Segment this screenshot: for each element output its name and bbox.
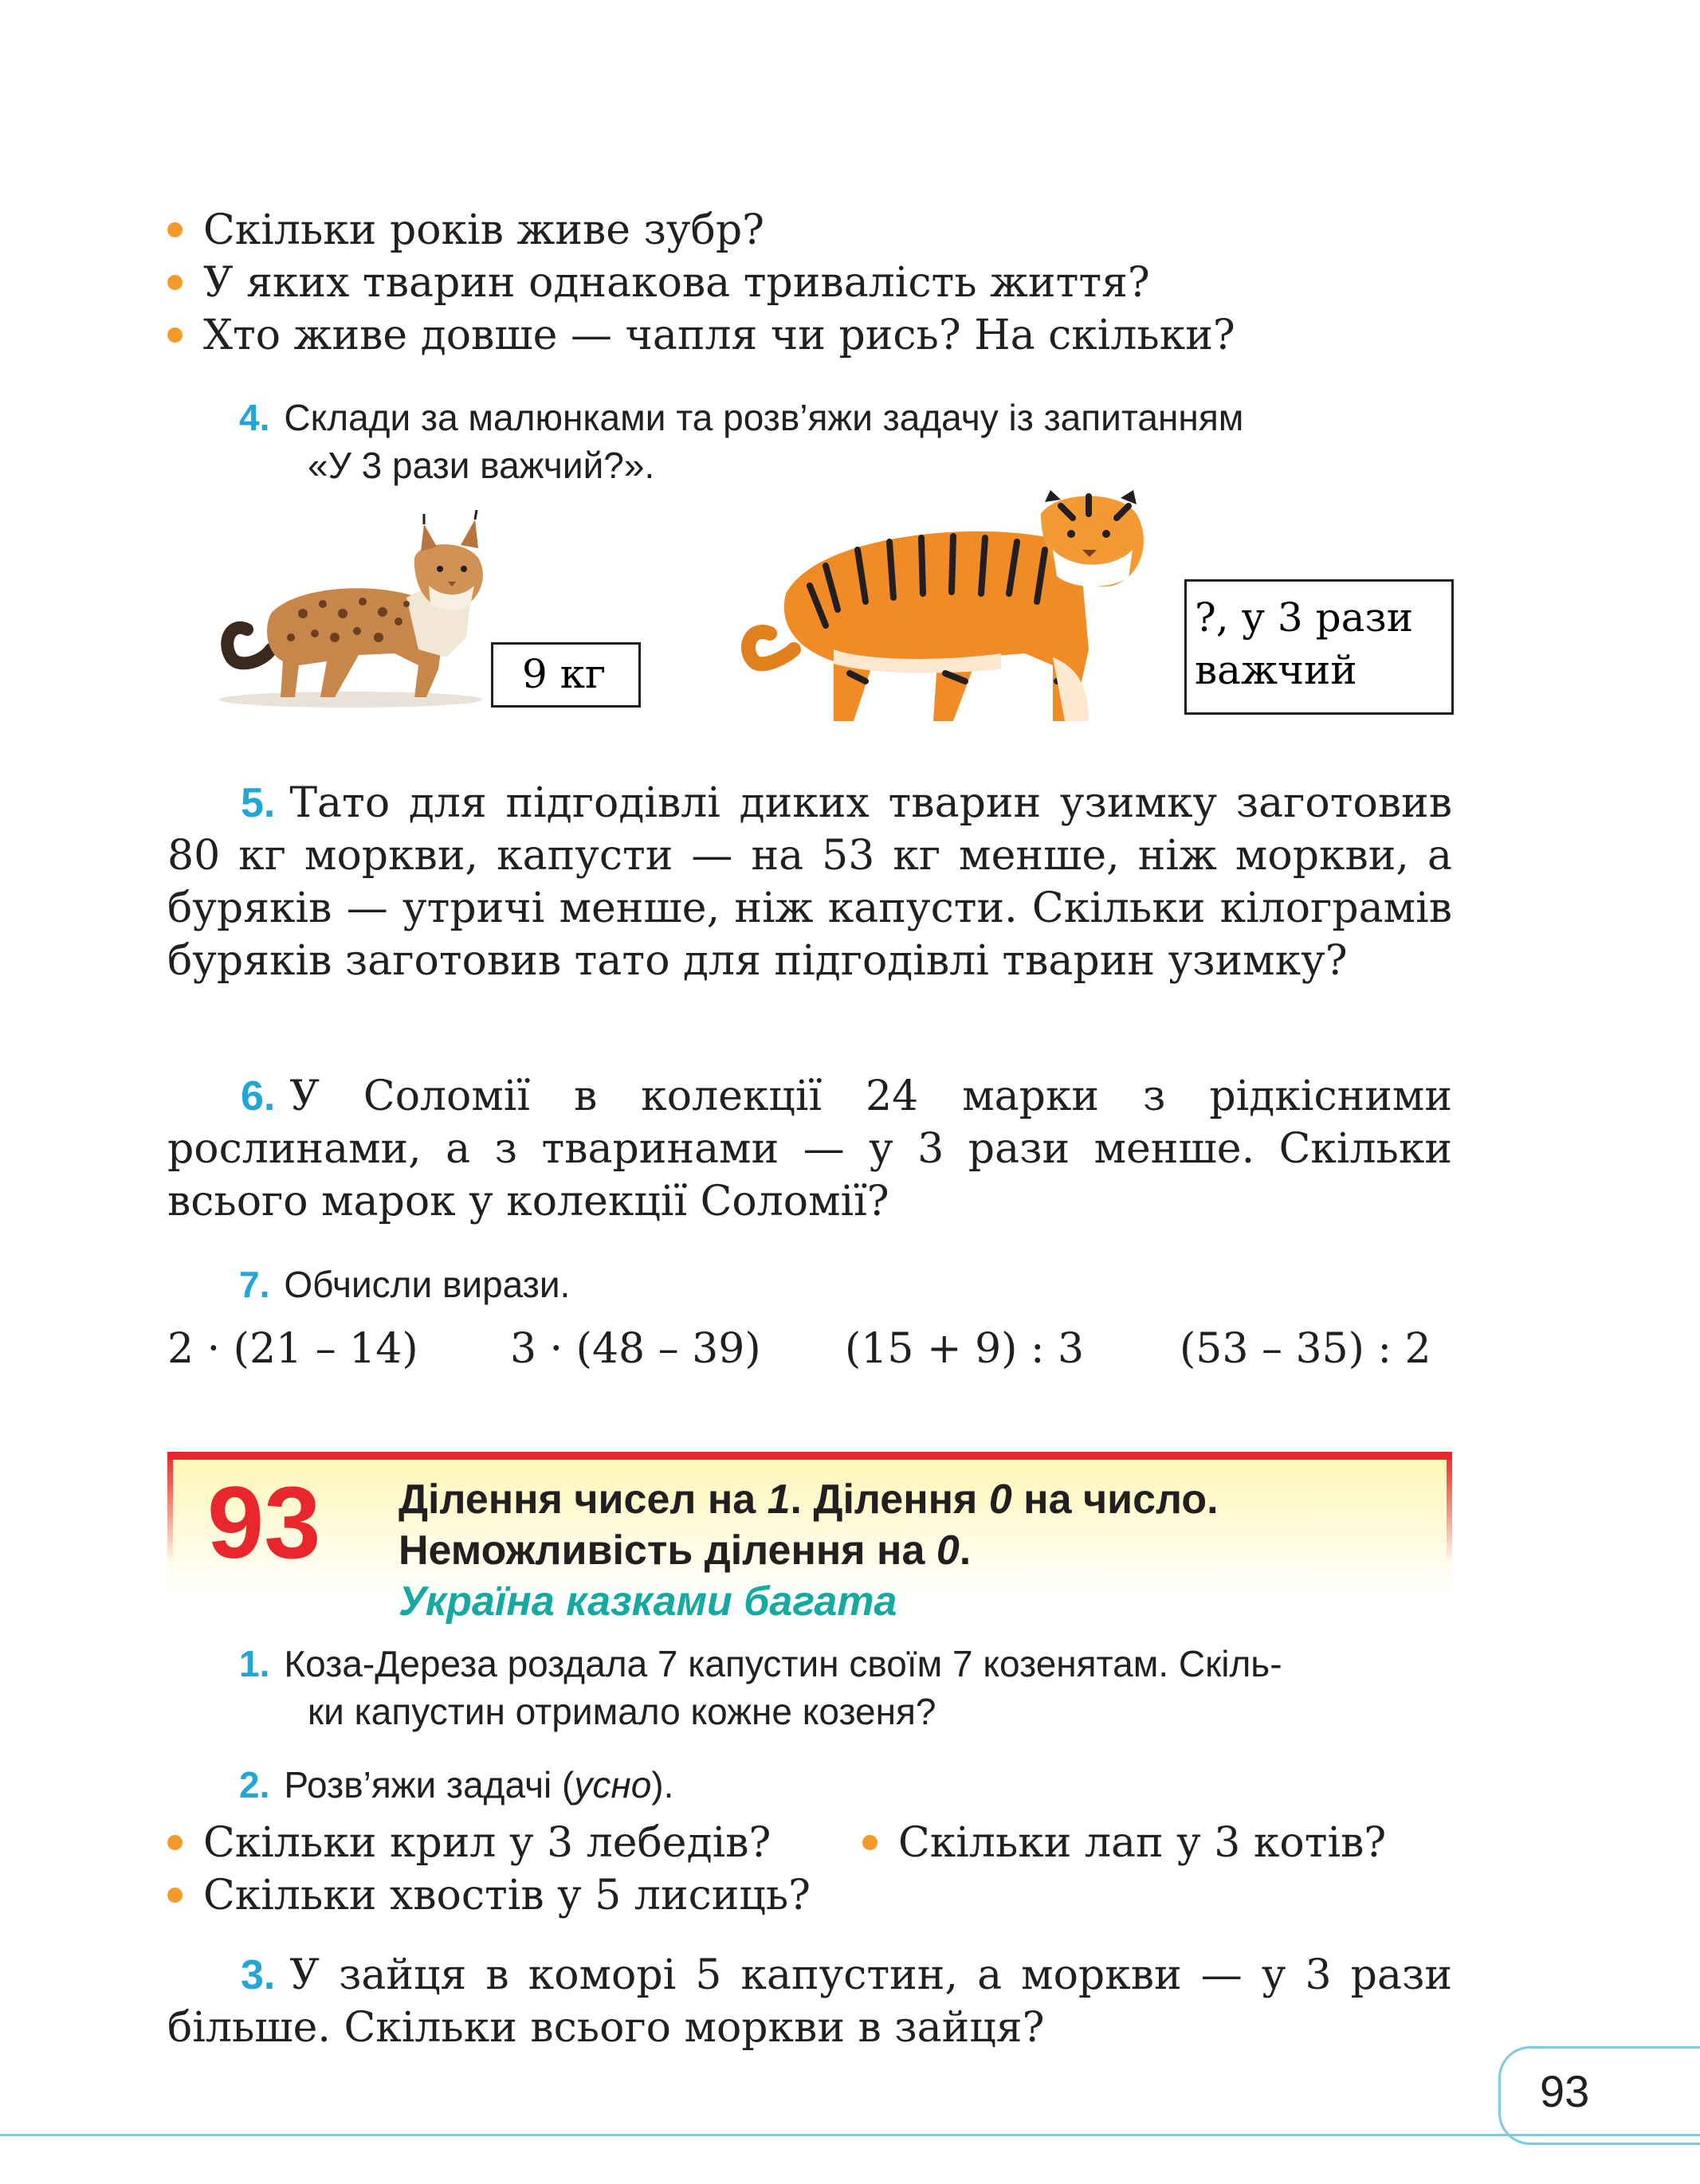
- task-number: 2.: [239, 1764, 270, 1806]
- task-number: 3.: [241, 1952, 276, 1998]
- task-text: Коза-Дереза роздала 7 капустин своїм 7 козенятам. Скіль-: [284, 1643, 1282, 1684]
- question-text: Скільки лап у 3 котів?: [898, 1819, 1387, 1867]
- lesson-title: Ділення чисел на 1. Ділення 0 на число. Неможливість ділення на 0.: [398, 1476, 1219, 1574]
- expression: (15 + 9) : 3: [845, 1325, 1085, 1373]
- task-number: 1.: [239, 1643, 270, 1684]
- lynx-weight-label: 9 кг: [491, 642, 641, 708]
- task-text: ки капустин отримало кожне козеня?: [308, 1691, 936, 1732]
- question-text: Скільки років живе зубр?: [203, 206, 764, 254]
- question-text: У яких тварин однакова тривалість життя?: [203, 259, 1150, 307]
- lynx-illustration: [215, 510, 502, 717]
- expression: 2 · (21 – 14): [167, 1325, 418, 1373]
- expression: (53 – 35) : 2: [1180, 1325, 1431, 1373]
- task-text: Склади за малюнками та розв’яжи задачу із запитанням: [284, 397, 1244, 438]
- lesson-task-3: [167, 1949, 1452, 2054]
- tiger-illustration: [738, 490, 1184, 737]
- task-text: У Соломії в колекції 24 марки з рідкісними рослинами, а з тваринами — у 3 рази менше. Скільки всього марок у колекції Соломії?: [167, 1072, 1452, 1225]
- lesson-subtitle: Україна казками багата: [398, 1578, 897, 1625]
- header-top-bar: [167, 1452, 1452, 1460]
- task-number: 5.: [241, 780, 276, 826]
- page-number-tab: [1498, 2046, 1700, 2145]
- question-text: Скільки хвостів у 5 лисиць?: [203, 1872, 811, 1919]
- header-left-bar: [167, 1452, 173, 1563]
- lesson-task-1: [239, 1640, 1466, 1735]
- bullet-icon: [862, 1835, 877, 1850]
- lesson-number: 93: [207, 1466, 321, 1580]
- task-6: [167, 1070, 1452, 1228]
- task-number: 6.: [241, 1073, 276, 1119]
- bullet-icon: [167, 222, 183, 237]
- task-4: [239, 394, 1466, 489]
- bullet-icon: [167, 1835, 183, 1850]
- tiger-weight-label: ?, у 3 рази важчий: [1184, 579, 1454, 715]
- question-text: Скільки крил у 3 лебедів?: [203, 1819, 771, 1867]
- task-text: «У 3 рази важчий?».: [308, 445, 655, 486]
- question-item: [167, 309, 1235, 362]
- question-item: [167, 204, 764, 257]
- question-item: [167, 257, 1150, 309]
- task-text: Обчисли вирази.: [284, 1264, 571, 1305]
- task-5: [167, 777, 1452, 987]
- header-right-bar: [1447, 1452, 1452, 1563]
- task-number: 4.: [239, 397, 270, 438]
- question-text: Хто живе довше — чапля чи рись? На скільки?: [203, 312, 1235, 359]
- task-number: 7.: [239, 1264, 270, 1305]
- bottom-divider: [0, 2134, 1700, 2136]
- lesson-task-2: 2. Розв’яжи задачі (усно).: [239, 1764, 674, 1806]
- question-item: [167, 1817, 771, 1869]
- question-item: [862, 1817, 1386, 1869]
- task-text: У зайця в коморі 5 капустин, а моркви — у 3 рази більше. Скільки всього моркви в зайця?: [167, 1951, 1452, 2052]
- expression: 3 · (48 – 39): [510, 1325, 761, 1373]
- question-item: [167, 1869, 811, 1922]
- task-text: Тато для підгодівлі диких тварин узимку заготовив 80 кг моркви, капусти — на 53 кг менше, ніж моркви, а буряків — утричі менше, ніж капусти. Скільки кілограмів буряків заготовив тато для підгодівлі тварин узимку?: [167, 779, 1452, 985]
- page-number: 93: [1540, 2066, 1590, 2116]
- bullet-icon: [167, 275, 183, 290]
- lesson-header: [167, 1452, 1452, 1625]
- bullet-icon: [167, 1888, 183, 1903]
- bullet-icon: [167, 327, 183, 343]
- task-7: [239, 1261, 570, 1308]
